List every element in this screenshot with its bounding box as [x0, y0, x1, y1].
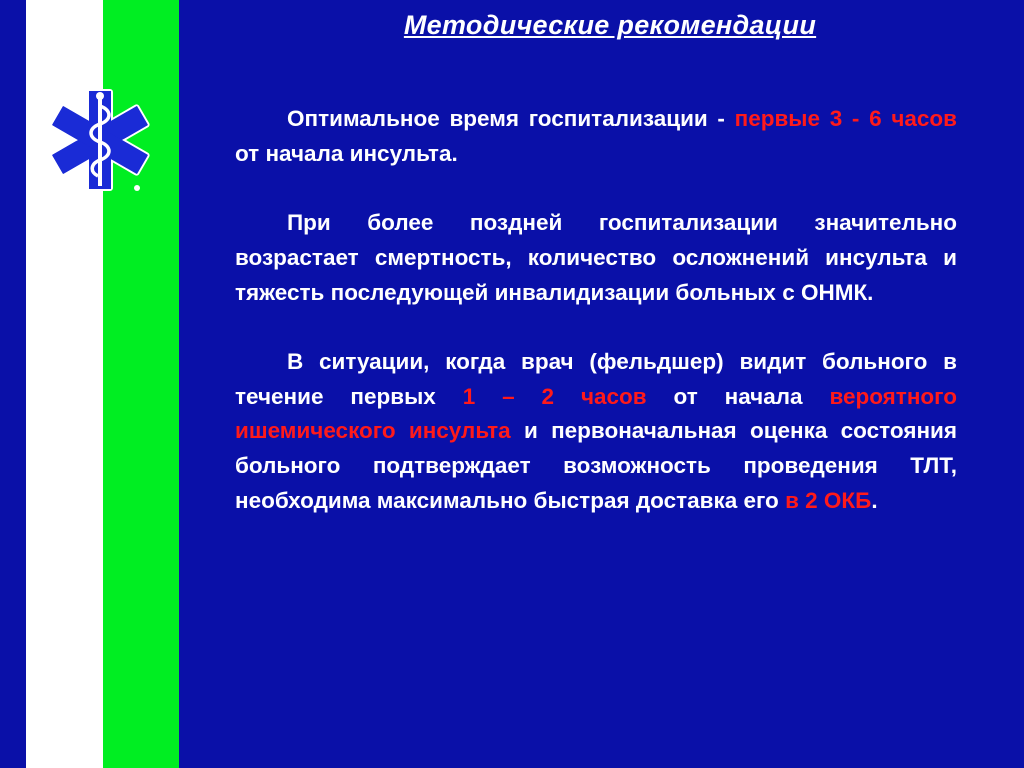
paragraph-early-delivery	[235, 345, 957, 519]
paragraph-text: и первоначальная оценка состояния больного подтверждает возможность проведения ТЛТ, необходима максимально быстрая доставка его	[235, 418, 957, 513]
highlight-2-okb: в 2 ОКБ	[785, 487, 872, 513]
paragraph-text: от начала инсульта.	[235, 140, 458, 166]
paragraph-text: Оптимальное время госпитализации -	[287, 106, 735, 131]
paragraph-late-hospitalization	[235, 206, 957, 310]
paragraph-text: от начала	[646, 383, 830, 409]
highlight-first-3-6-hours: первые 3 - 6 часов	[734, 106, 957, 131]
highlight-ischemic-stroke: вероятного ишемического инсульта	[235, 383, 957, 444]
highlight-1-2-hours: 1 – 2 часов	[462, 383, 647, 409]
slide-body	[235, 102, 957, 518]
paragraph-text: В ситуации, когда врач (фельдшер) видит больного в течение первых	[235, 348, 957, 409]
slide-title: Методические рекомендации	[403, 10, 817, 40]
paragraph-text: .	[871, 487, 878, 513]
paragraph-text: При более поздней госпитализации значительно возрастает смертность, количество осложнений инсульта и тяжесть последующей инвалидизации больных с ОНМК.	[235, 210, 957, 305]
star-of-life-icon	[40, 84, 160, 200]
left-blue-stripe	[0, 0, 26, 768]
paragraph-hospitalization-time	[235, 102, 957, 171]
